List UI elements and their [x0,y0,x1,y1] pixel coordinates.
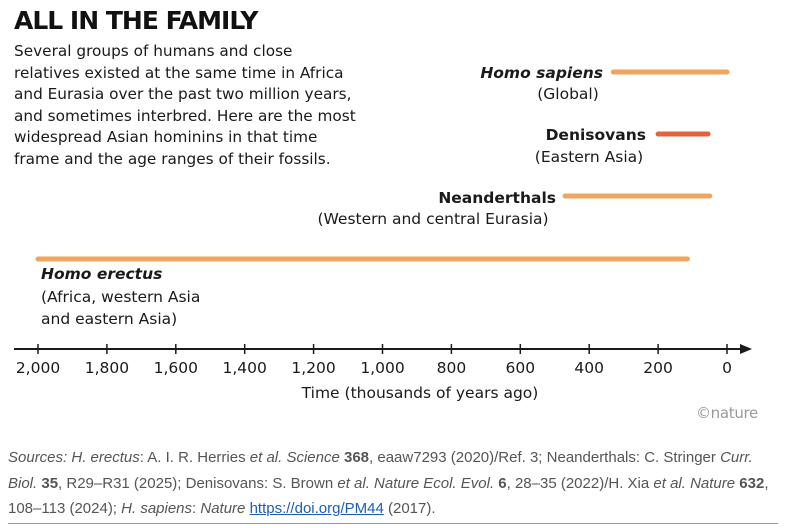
footer-divider [8,523,778,524]
nature-credit: ©nature [695,404,758,422]
volume-6: 6 [498,474,507,492]
sources-text [8,445,778,522]
volume-35: 35 [41,474,59,492]
journal-nature-ecol: Nature Ecol. Evol. [369,474,495,492]
x-tick-label-1600: 1,600 [153,359,198,377]
denisovan-ref-1: , 28–35 (2022)/H. Xia [506,474,654,492]
x-tick-label-1400: 1,400 [222,359,267,377]
homo-sapiens-region: (Global) [537,85,599,103]
x-tick-label-1200: 1,200 [291,359,336,377]
denisovan-ref-2: , 108–113 (2024); [8,474,769,517]
sapiens-source-name: H. sapiens [121,500,193,517]
x-tick-label-0: 0 [722,359,732,377]
x-tick-label-400: 400 [574,359,604,377]
etal-2: et al. [337,474,370,492]
homo-erectus-name: Homo erectus [41,265,163,283]
sources-label: Sources: [8,449,68,466]
x-tick-label-1000: 1,000 [360,359,405,377]
chart-subtitle: Several groups of humans and close relatives existed at the same time in Africa and Eurasia over the past two million years, and sometimes interbred. Here are the most widespread Asian hominins in that time frame and the age ranges of their fossils. [14,42,356,168]
x-tick-label-600: 600 [505,359,536,377]
doi-link[interactable]: https://doi.org/PM44 [249,500,384,517]
etal-1: et al. [249,449,283,466]
neanderthal-ref: , R29–R31 (2025); Denisovans: S. Brown [58,474,338,492]
journal-nature: Nature [685,474,736,492]
journal-nature-2: Nature [200,500,246,517]
sapiens-sep: : [192,500,201,517]
denisovans-region: (Eastern Asia) [534,148,644,166]
sapiens-year: (2017). [383,500,436,517]
x-tick-label-1800: 1,800 [84,359,130,377]
x-tick-label-800: 800 [436,359,467,377]
denisovans-name: Denisovans [545,126,646,144]
volume-632: 632 [739,474,765,492]
homo-erectus-region-line-1: (Africa, western Asia [41,288,201,306]
erectus-ref-2: , eaaw7293 (2020)/Ref. 3; Neanderthals: C. Stringer [369,449,721,466]
chart-title: ALL IN THE FAMILY [14,6,258,35]
erectus-ref-1: : A. I. R. Herries [139,449,250,466]
x-axis-label: Time (thousands of years ago) [301,384,539,402]
neanderthals-region: (Western and central Eurasia) [317,210,549,228]
x-tick-label-2000: 2,000 [15,359,61,377]
etal-3: et al. [653,474,686,492]
x-axis-arrow [740,344,752,354]
x-tick-label-200: 200 [643,359,673,377]
volume-368: 368 [344,449,370,466]
journal-science: Science [282,449,344,466]
journal-curr-biol: Curr. Biol. [8,449,753,492]
neanderthals-name: Neanderthals [438,189,556,207]
erectus-source-name: H. erectus [71,449,140,466]
homo-erectus-region-line-2: and eastern Asia) [41,310,178,328]
homo-sapiens-name: Homo sapiens [480,64,603,82]
